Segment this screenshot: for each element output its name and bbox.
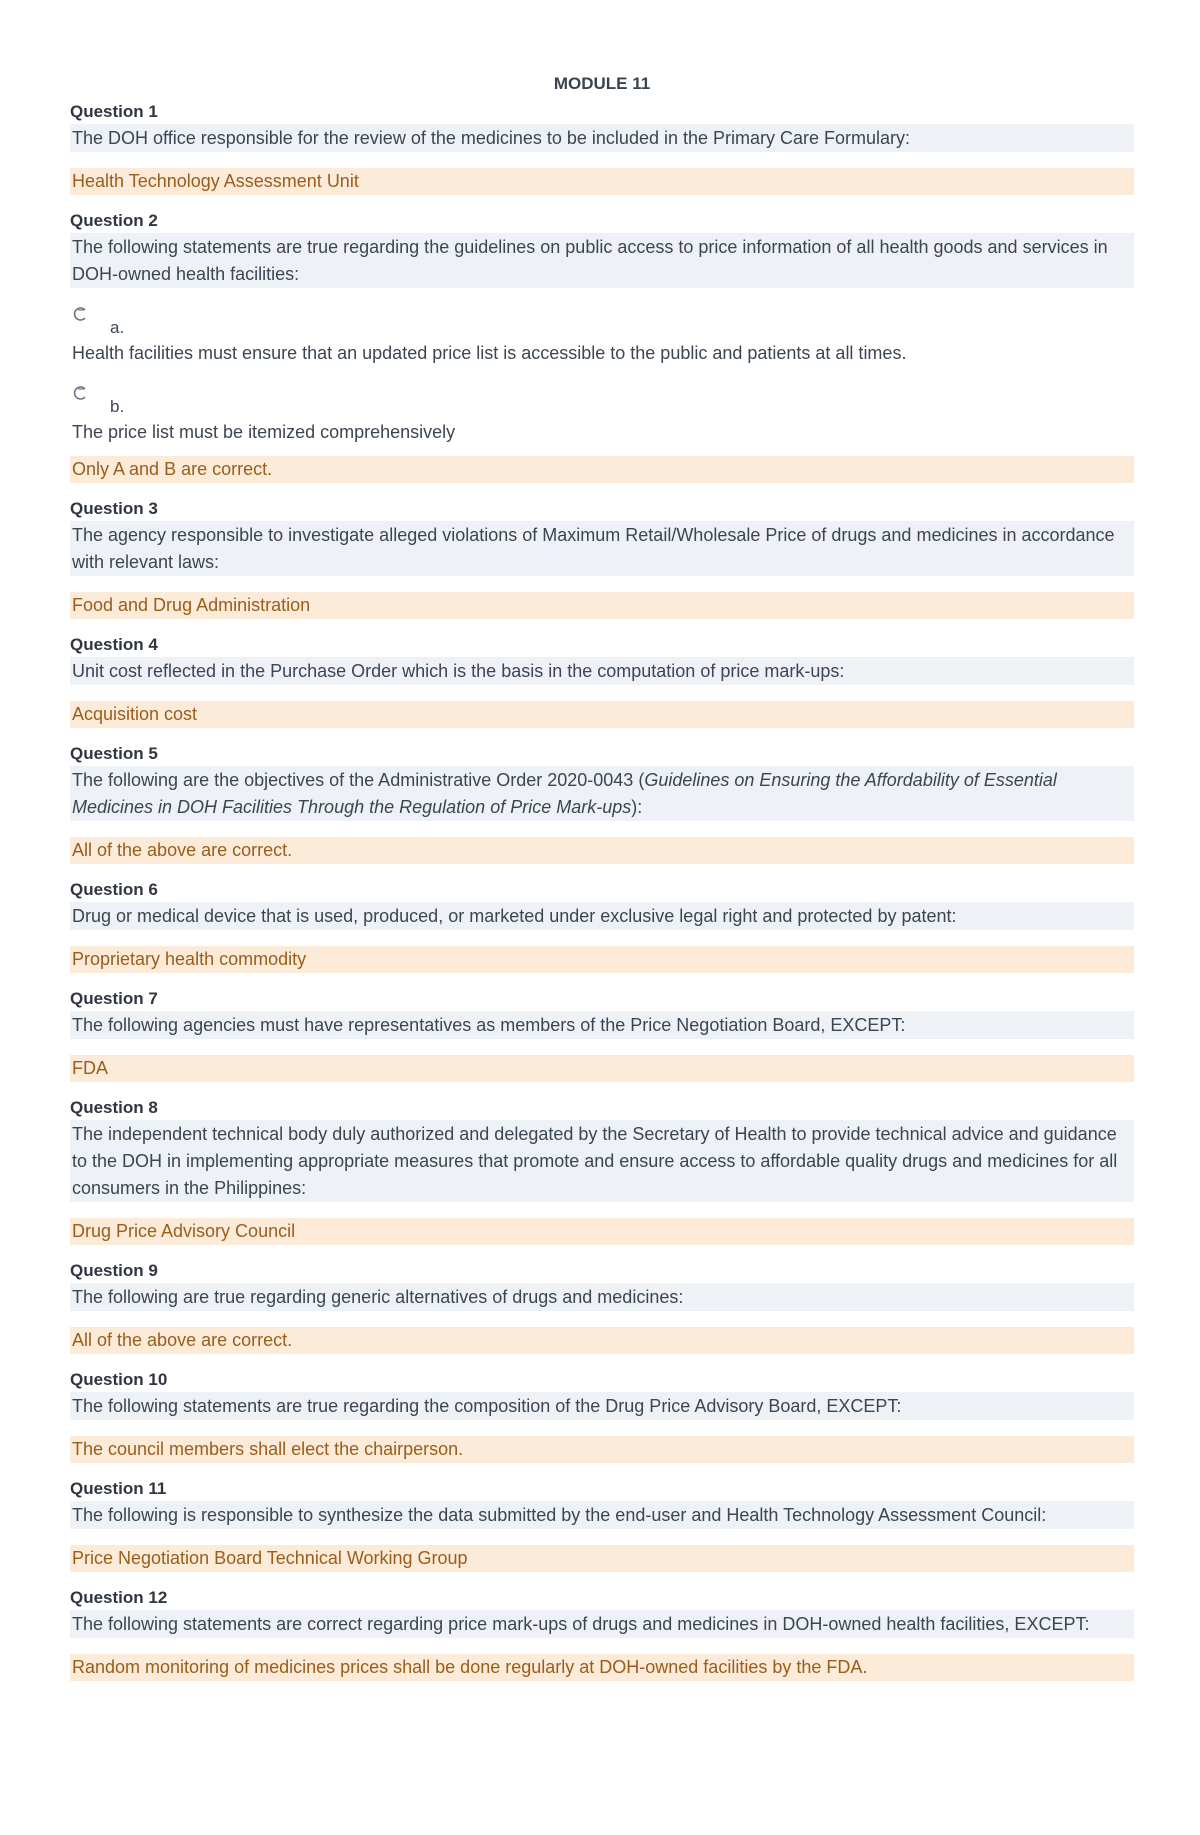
answer-text: Random monitoring of medicines prices shall be done regularly at DOH-owned facilities by the FDA. — [70, 1654, 1134, 1681]
question-block — [70, 499, 1134, 619]
question-text: The following are true regarding generic alternatives of drugs and medicines: — [70, 1283, 1134, 1311]
question-text: Drug or medical device that is used, produced, or marketed under exclusive legal right and protected by patent: — [70, 902, 1134, 930]
option-a — [70, 306, 1134, 367]
answer-text: Health Technology Assessment Unit — [70, 168, 1134, 195]
option-letter: b. — [110, 397, 125, 416]
question-label: Question 2 — [70, 211, 158, 230]
question-label: Question 10 — [70, 1370, 168, 1389]
question-label: Question 5 — [70, 744, 158, 763]
question-block — [70, 1370, 1134, 1463]
option-letter: a. — [110, 318, 125, 337]
question-block — [70, 211, 1134, 483]
question-label: Question 6 — [70, 880, 158, 899]
question-label: Question 12 — [70, 1588, 168, 1607]
answer-text: The council members shall elect the chairperson. — [70, 1436, 1134, 1463]
question-label: Question 11 — [70, 1479, 167, 1498]
answer-text: All of the above are correct. — [70, 837, 1134, 864]
question-text-prefix: The following are the objectives of the Administrative Order 2020-0043 ( — [72, 770, 645, 790]
answer-text: Food and Drug Administration — [70, 592, 1134, 619]
question-text — [70, 766, 1134, 821]
question-text: The following statements are true regarding the guidelines on public access to price information of all health goods and services in DOH-owned health facilities: — [70, 233, 1134, 288]
radio-icon[interactable] — [73, 306, 89, 322]
question-text-italic: Guidelines on Ensuring the Affordability of Essential Medicines in DOH Facilities Through the Regulation of Price Mark-ups — [72, 770, 1057, 817]
question-label: Question 8 — [70, 1098, 158, 1117]
question-block — [70, 989, 1134, 1082]
question-block — [70, 1098, 1134, 1245]
option-text: Health facilities must ensure that an updated price list is accessible to the public and patients at all times. — [72, 343, 907, 363]
question-text: The following statements are true regarding the composition of the Drug Price Advisory Board, EXCEPT: — [70, 1392, 1134, 1420]
question-text: The following statements are correct regarding price mark-ups of drugs and medicines in DOH-owned health facilities, EXCEPT: — [70, 1610, 1134, 1638]
question-block — [70, 1261, 1134, 1354]
question-block — [70, 102, 1134, 195]
answer-text: Acquisition cost — [70, 701, 1134, 728]
answer-text: Price Negotiation Board Technical Working Group — [70, 1545, 1134, 1572]
question-text: The DOH office responsible for the review of the medicines to be included in the Primary Care Formulary: — [70, 124, 1134, 152]
answer-text: FDA — [70, 1055, 1134, 1082]
question-label: Question 3 — [70, 499, 158, 518]
question-label: Question 1 — [70, 102, 158, 121]
question-label: Question 7 — [70, 989, 158, 1008]
question-text: The agency responsible to investigate alleged violations of Maximum Retail/Wholesale Price of drugs and medicines in accordance with relevant laws: — [70, 521, 1134, 576]
answer-text: Drug Price Advisory Council — [70, 1218, 1134, 1245]
question-label: Question 4 — [70, 635, 158, 654]
question-text: Unit cost reflected in the Purchase Order which is the basis in the computation of price mark-ups: — [70, 657, 1134, 685]
question-text: The following is responsible to synthesize the data submitted by the end-user and Health Technology Assessment Council: — [70, 1501, 1134, 1529]
question-block — [70, 744, 1134, 864]
question-label: Question 9 — [70, 1261, 158, 1280]
question-text: The independent technical body duly authorized and delegated by the Secretary of Health to provide technical advice and guidance to the DOH in implementing appropriate measures that promote and ensure access to affordable quality drugs and medicines for all consumers in the Philippines: — [70, 1120, 1134, 1202]
question-block — [70, 635, 1134, 728]
question-text-suffix: ): — [631, 797, 643, 817]
radio-icon[interactable] — [73, 385, 89, 401]
question-block — [70, 1479, 1134, 1572]
question-block — [70, 880, 1134, 973]
option-text: The price list must be itemized comprehensively — [72, 422, 456, 442]
question-block — [70, 1588, 1134, 1681]
answer-text: All of the above are correct. — [70, 1327, 1134, 1354]
page-title: MODULE 11 — [553, 74, 651, 93]
question-text: The following agencies must have representatives as members of the Price Negotiation Board, EXCEPT: — [70, 1011, 1134, 1039]
answer-text: Only A and B are correct. — [70, 456, 1134, 483]
option-b — [70, 385, 1134, 446]
answer-text: Proprietary health commodity — [70, 946, 1134, 973]
